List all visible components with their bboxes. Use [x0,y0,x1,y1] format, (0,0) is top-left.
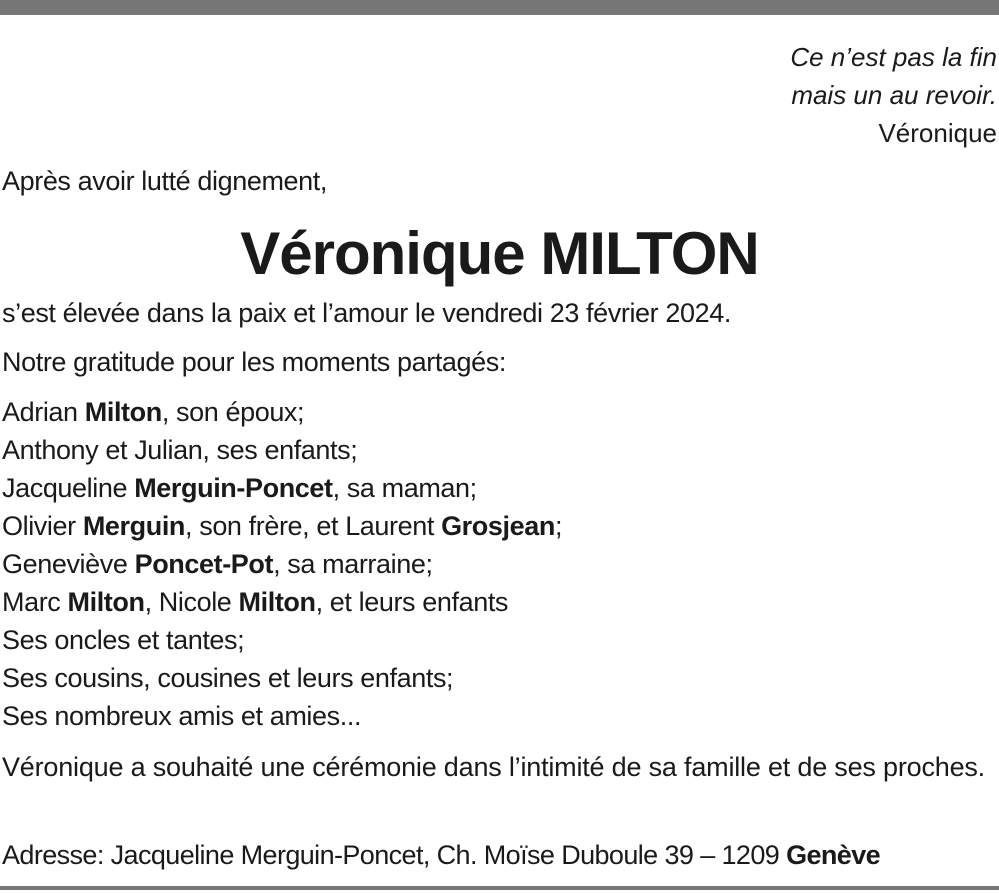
family-line [2,659,562,697]
family-text: Jacqueline [2,473,135,503]
family-list [2,393,562,735]
family-text: Ses nombreux amis et amies... [2,701,362,731]
deceased-name: Véronique MILTON [240,220,759,287]
family-text: Olivier [2,511,83,541]
epigraph-line-2: mais un au revoir. [791,80,997,110]
ceremony-text: Véronique a souhaité une cérémonie dans l’intimité de sa famille et de ses proches. [2,752,985,782]
family-surname: Milton [238,587,316,617]
family-text: ; [554,511,563,541]
epigraph [790,38,997,152]
family-text: Adrian [2,397,85,427]
family-line [2,697,562,735]
family-text: , sa maman; [332,473,477,503]
family-line [2,507,562,545]
top-rule [0,0,999,15]
family-text: , son frère, et Laurent [185,511,442,541]
intro-text: Après avoir lutté dignement, [2,166,327,196]
family-line [2,431,562,469]
address-line [2,836,880,874]
family-surname: Milton [67,587,145,617]
address-text: Adresse: Jacqueline Merguin-Poncet, Ch. Moïse Duboule 39 – 1209 [2,840,787,870]
epigraph-line-1: Ce n’est pas la fin [790,42,997,72]
family-surname: Merguin-Poncet [134,473,333,503]
gratitude-text: Notre gratitude pour les moments partagés: [2,347,506,377]
bottom-rule [0,886,999,890]
family-text: , Nicole [144,587,239,617]
passing-text: s’est élevée dans la paix et l’amour le vendredi 23 février 2024. [2,298,731,328]
family-text: , son époux; [161,397,305,427]
family-text: Anthony et Julian, ses enfants; [2,435,358,465]
family-surname: Poncet-Pot [134,549,274,579]
family-text: , et leurs enfants [315,587,509,617]
family-surname: Milton [84,397,162,427]
family-line [2,621,562,659]
family-line [2,583,562,621]
family-surname: Grosjean [441,511,555,541]
address-city: Genève [786,840,881,870]
family-text: Ses cousins, cousines et leurs enfants; [2,663,454,693]
family-surname: Merguin [82,511,186,541]
family-text: Marc [2,587,68,617]
epigraph-signature: Véronique [878,118,997,148]
family-line [2,393,562,431]
family-line [2,545,562,583]
family-text: Ses oncles et tantes; [2,625,245,655]
family-line [2,469,562,507]
family-text: , sa marraine; [273,549,433,579]
family-text: Geneviève [2,549,135,579]
